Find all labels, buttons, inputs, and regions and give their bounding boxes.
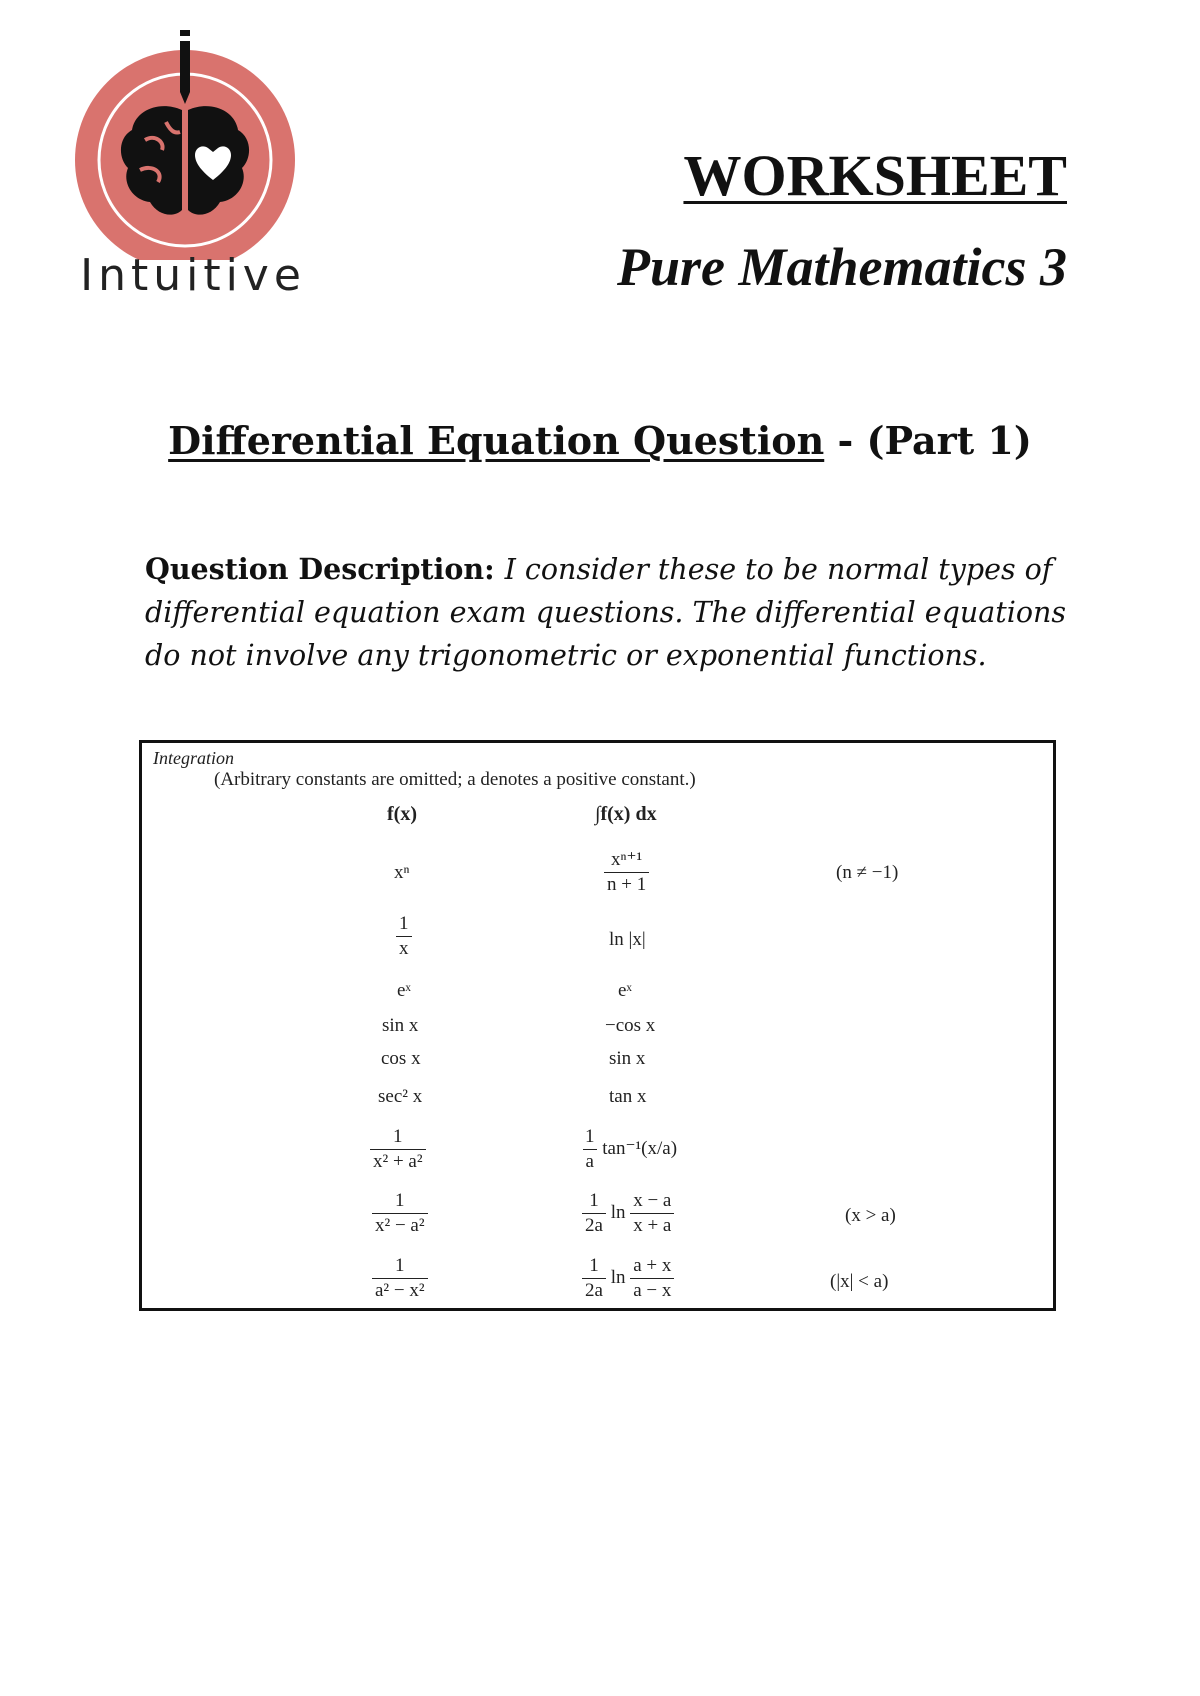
question-description — [145, 548, 1080, 677]
integration-formula-box — [139, 740, 1056, 1311]
formula-row-condition: (x > a) — [845, 1205, 896, 1226]
formula-row-integral: sin x — [609, 1048, 646, 1069]
formula-row-fx: sin x — [382, 1015, 419, 1036]
formula-box-title: Integration — [153, 748, 234, 768]
formula-row-integral: $\frac{1}{2a}$ ln $\frac{a + x}{a - x}$ — [582, 1255, 674, 1302]
formula-row-integral: eˣ — [618, 980, 632, 1001]
formula-row-integral: ln |x| — [609, 929, 646, 950]
description-label: Question Description: — [145, 552, 505, 586]
formula-row-integral: tan x — [609, 1086, 647, 1107]
logo — [70, 30, 306, 301]
formula-row-fx: $\frac{1}{\text{a² − x²}}$ — [372, 1255, 428, 1302]
formula-row-condition: (n ≠ −1) — [836, 862, 899, 883]
worksheet-title: WORKSHEET — [683, 143, 1067, 208]
column-header-fx: f(x) — [387, 803, 417, 825]
formula-row-integral: −cos x — [605, 1015, 656, 1036]
formula-row-fx: $\frac{1}{x}$ — [396, 913, 412, 960]
brain-pencil-icon — [70, 30, 300, 260]
formula-row-integral: $\frac{\text{xⁿ⁺¹}}{n + 1}$ — [604, 848, 649, 896]
worksheet-subject: Pure Mathematics 3 — [616, 237, 1067, 297]
question-heading-main: Differential Equation Question — [168, 418, 825, 463]
question-heading-part: - (Part 1) — [824, 418, 1032, 463]
formula-row-fx: cos x — [381, 1048, 421, 1069]
formula-row-fx: xⁿ — [394, 862, 410, 883]
formula-row-fx: sec² x — [378, 1086, 423, 1107]
description-text: I consider these to be normal types of differential equation exam questions. The differential equations do not involve any trigonometric or exponential functions. — [145, 553, 1066, 672]
formula-row-integral: $\frac{1}{a}$ tan⁻¹(x/a) — [582, 1126, 677, 1173]
formula-row-integral: $\frac{1}{2a}$ ln $\frac{x - a}{x + a}$ — [582, 1190, 674, 1237]
formula-row-condition: (|x| < a) — [830, 1271, 889, 1292]
question-heading — [0, 418, 1200, 463]
formula-row-fx: $\frac{1}{\text{x² − a²}}$ — [372, 1190, 428, 1237]
column-header-integral: ∫f(x) dx — [595, 803, 657, 825]
formula-box-note: (Arbitrary constants are omitted; a denotes a positive constant.) — [214, 769, 696, 790]
formula-row-fx: eˣ — [397, 980, 411, 1001]
formula-row-fx: $\frac{1}{\text{x² + a²}}$ — [370, 1126, 426, 1173]
logo-wordmark: Intuitive — [80, 250, 306, 301]
